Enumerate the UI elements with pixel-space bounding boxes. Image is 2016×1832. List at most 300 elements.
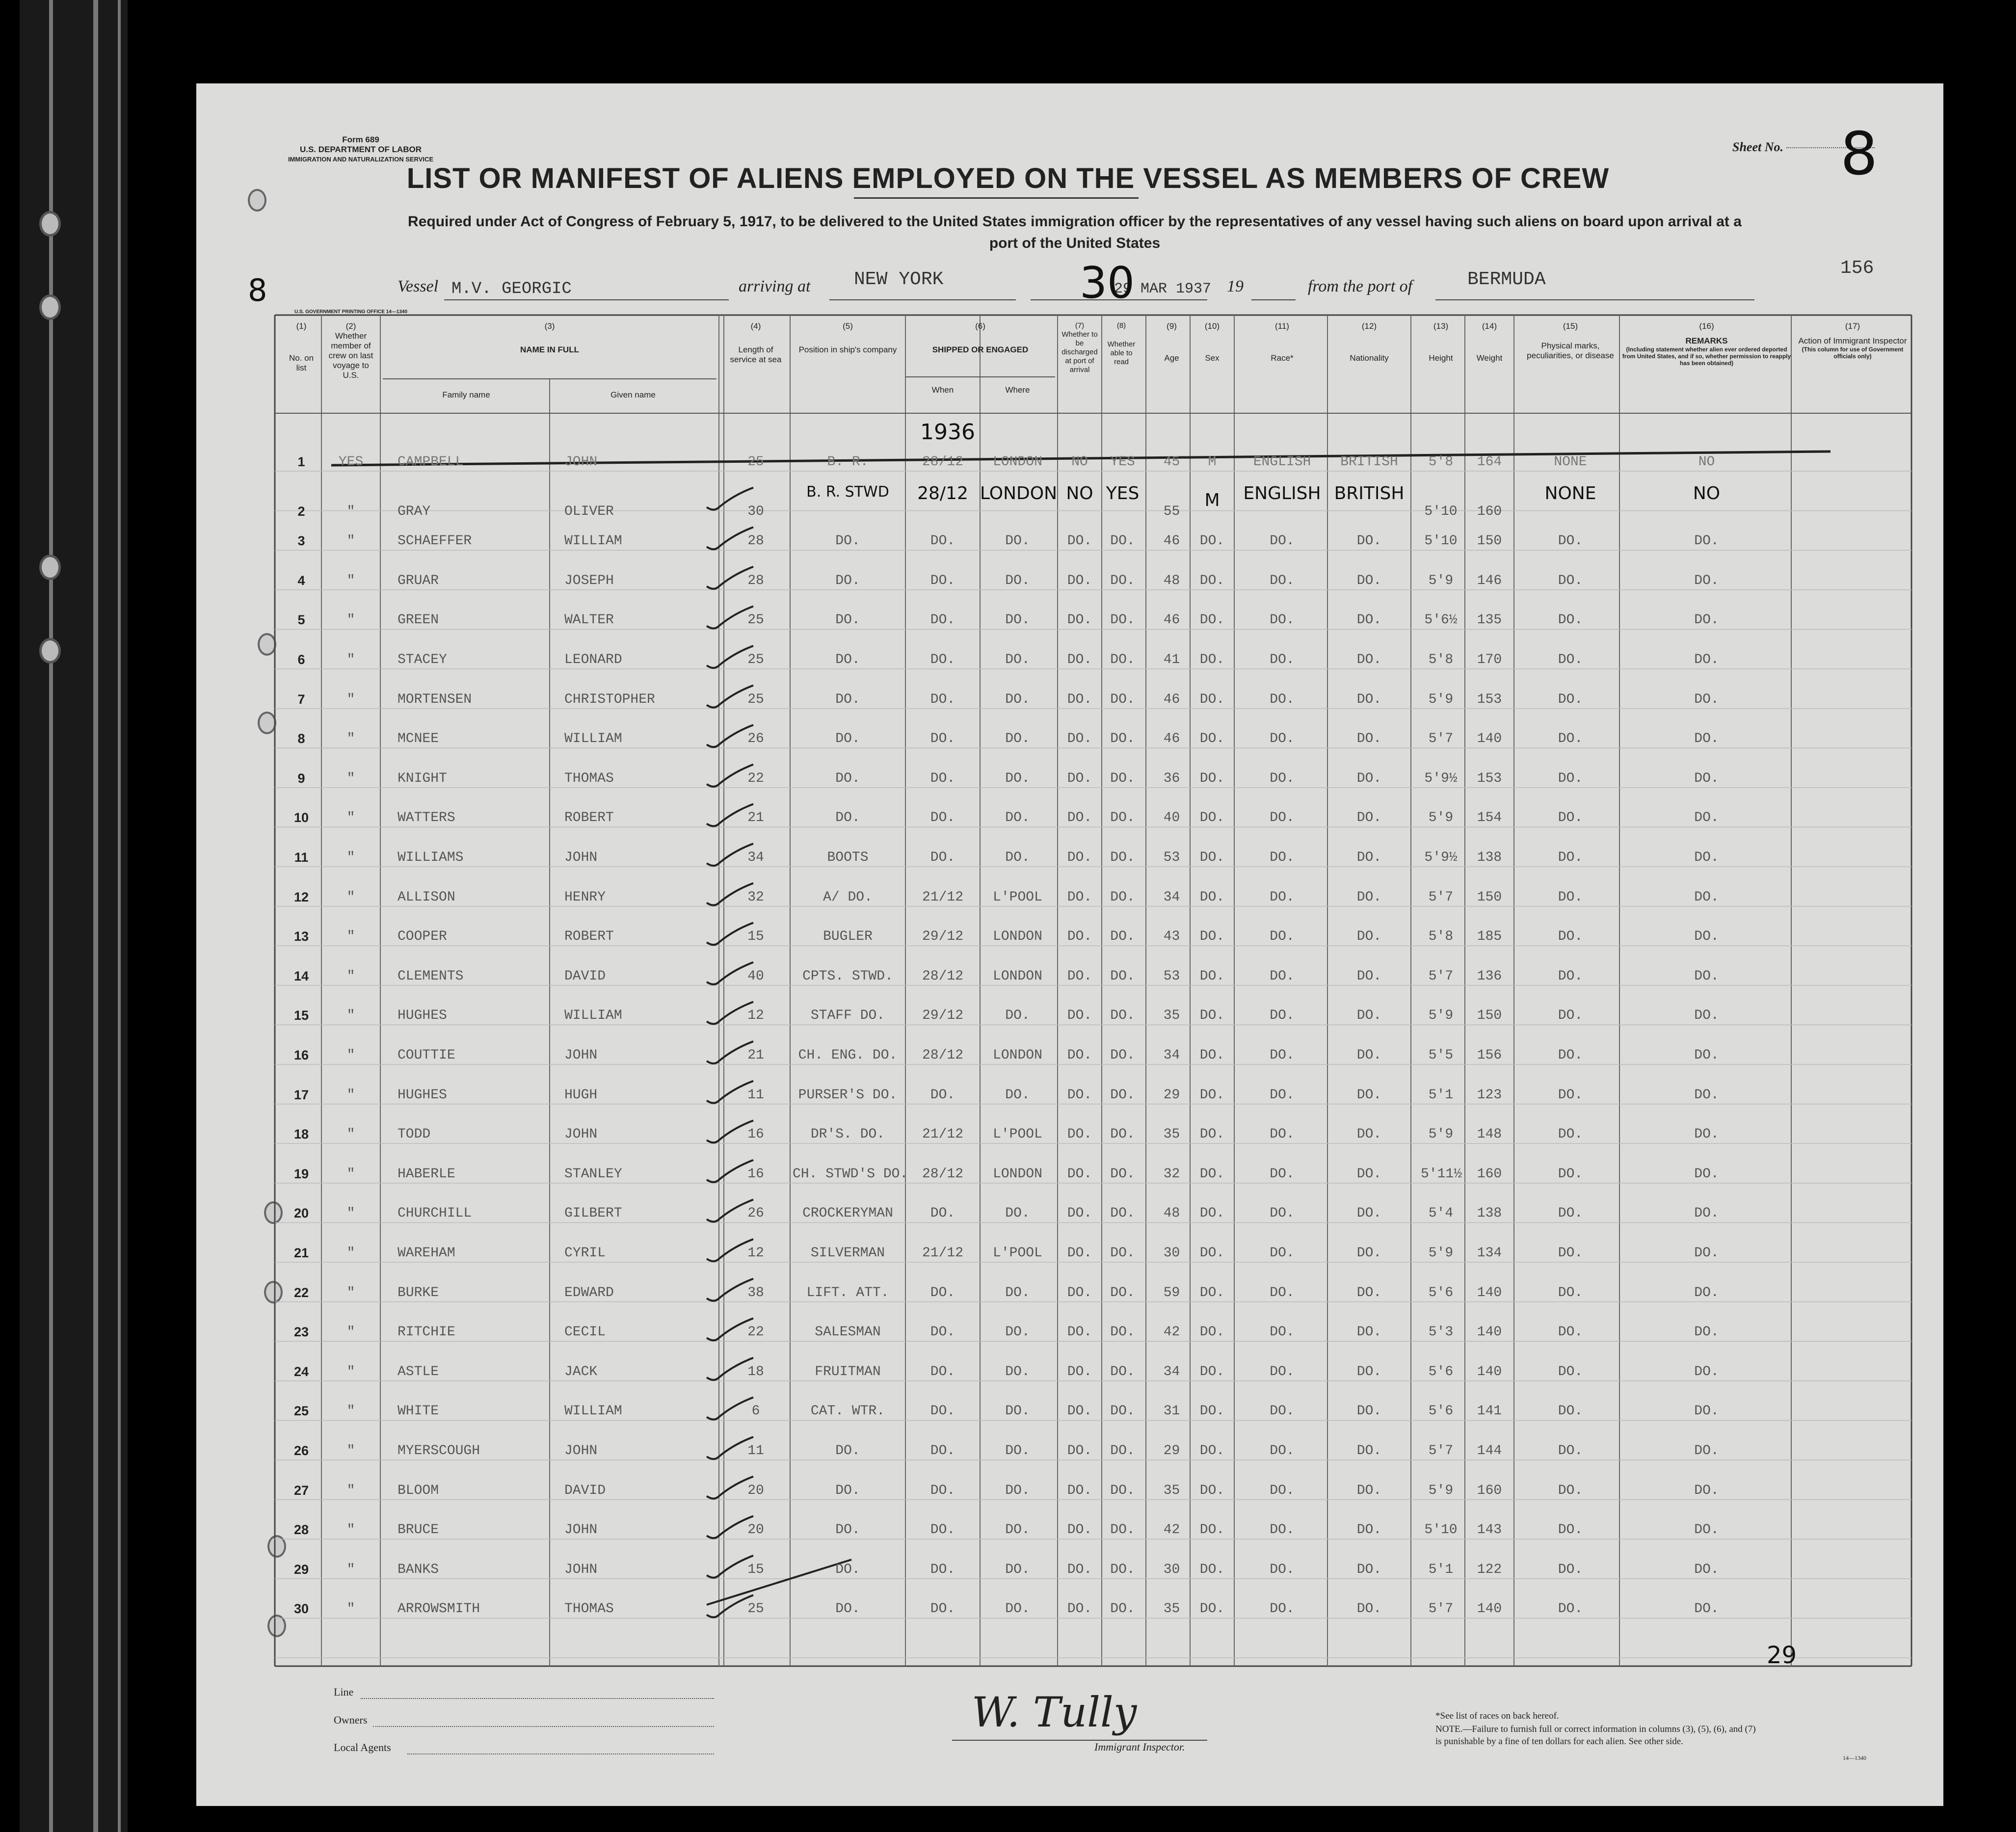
- cell-family: SCHAEFFER: [398, 533, 472, 549]
- cell-family: WILLIAMS: [398, 850, 464, 865]
- col-label: Age: [1164, 353, 1179, 363]
- cell-given: WILLIAM: [564, 533, 622, 549]
- cell-remarks: DO.: [1694, 1285, 1719, 1301]
- col-label: Physical marks, peculiarities, or disease: [1527, 341, 1614, 360]
- cell-sex: DO.: [1199, 1166, 1225, 1182]
- col-num: (17): [1845, 321, 1860, 331]
- cell-height: 5'9: [1428, 1483, 1454, 1498]
- col-16-header: [1622, 321, 1791, 367]
- cell-discharged: DO.: [1067, 929, 1092, 945]
- cell-service: 20: [747, 1522, 764, 1538]
- cell-age: 53: [1163, 850, 1180, 865]
- cell-race: DO.: [1270, 731, 1295, 747]
- department-name: U.S. DEPARTMENT OF LABOR: [299, 145, 422, 154]
- cell-where: DO.: [1005, 770, 1030, 786]
- cell-age: 35: [1163, 1008, 1180, 1024]
- cell-height: 5'9: [1428, 810, 1454, 826]
- cell-age: 36: [1163, 770, 1180, 786]
- cell-family: GRUAR: [398, 573, 439, 588]
- cell-given: HUGH: [564, 1087, 598, 1103]
- cell-service: 22: [747, 770, 764, 786]
- col-num: (1): [296, 321, 307, 331]
- cell-remarks: DO.: [1694, 1127, 1719, 1142]
- cell-race: DO.: [1270, 770, 1295, 786]
- cell-service: 12: [747, 1008, 764, 1024]
- cell-nationality: DO.: [1356, 1325, 1382, 1340]
- cell-discharged: DO.: [1067, 1443, 1092, 1459]
- cell-given: CYRIL: [564, 1246, 606, 1261]
- cell-sex: DO.: [1199, 1325, 1225, 1340]
- cell-position: STAFF DO.: [810, 1008, 885, 1024]
- cell-sex: DO.: [1199, 731, 1225, 747]
- cell-given: JOHN: [564, 1443, 598, 1459]
- col-17-header: [1796, 321, 1909, 360]
- cell-position: BUGLER: [823, 929, 873, 945]
- cell-nationality: DO.: [1356, 770, 1382, 786]
- cell-marks: DO.: [1558, 1008, 1583, 1024]
- col-label: Position in ship's company: [798, 345, 897, 354]
- col-label: Weight: [1476, 353, 1503, 363]
- cell-marks: DO.: [1558, 1285, 1583, 1301]
- cell-discharged: DO.: [1067, 533, 1092, 549]
- cell-when: DO.: [930, 1522, 955, 1538]
- cell-age: 32: [1163, 1166, 1180, 1182]
- cell-given: WILLIAM: [564, 1404, 622, 1419]
- cell-read: DO.: [1110, 1522, 1135, 1538]
- cell-remarks: DO.: [1694, 1246, 1719, 1261]
- cell-height: 5'7: [1428, 1601, 1454, 1617]
- cell-discharged: DO.: [1067, 1601, 1092, 1617]
- cell-when: 28/12: [922, 968, 963, 984]
- cell-no: 13: [293, 929, 309, 944]
- col-1-header: [286, 321, 317, 373]
- cell-discharged: DO.: [1067, 1166, 1092, 1182]
- cell-remarks: DO.: [1694, 691, 1719, 707]
- cell-given: WILLIAM: [564, 731, 622, 747]
- cell-when: DO.: [930, 1443, 955, 1459]
- cell-given: JACK: [564, 1364, 598, 1380]
- col-11-header: [1237, 321, 1327, 363]
- cell-no: 9: [297, 770, 305, 786]
- cell-weight: 134: [1477, 1246, 1502, 1261]
- cell-no: 8: [297, 731, 305, 746]
- cell-prev: ": [346, 810, 355, 826]
- year-annotation: 1936: [920, 420, 975, 445]
- cell-age: 35: [1163, 1483, 1180, 1498]
- cell-when: 28/12: [922, 1048, 963, 1063]
- form-title: LIST OR MANIFEST OF ALIENS EMPLOYED ON THE VESSEL AS MEMBERS OF CREW: [406, 162, 1610, 194]
- cell-family: HUGHES: [398, 1008, 447, 1024]
- cell-position: PURSER'S DO.: [798, 1087, 898, 1103]
- cell-no: 26: [293, 1443, 309, 1458]
- col-num: (6): [975, 321, 985, 331]
- cell-service: 16: [747, 1127, 764, 1142]
- cell-when: 28/12: [922, 454, 963, 470]
- cell-weight: 170: [1477, 652, 1502, 667]
- col-label: Whether to be discharged at port of arrival: [1061, 330, 1098, 374]
- cell-given: JOHN: [564, 1562, 598, 1577]
- cell-given: JOHN: [564, 454, 598, 470]
- cell-height: 5'7: [1428, 731, 1454, 747]
- cell-nationality: DO.: [1356, 573, 1382, 588]
- cell-race: DO.: [1270, 1206, 1295, 1221]
- cell-when: DO.: [930, 810, 955, 826]
- cell-marks: DO.: [1558, 691, 1583, 707]
- cell-marks: DO.: [1558, 770, 1583, 786]
- footnote-races: *See list of races on back hereof.: [1435, 1711, 1559, 1721]
- cell-sex: DO.: [1199, 770, 1225, 786]
- cell-remarks: DO.: [1694, 1048, 1719, 1063]
- cell-family: ASTLE: [398, 1364, 439, 1380]
- cell-marks: DO.: [1558, 1246, 1583, 1261]
- cell-age: 48: [1163, 1206, 1180, 1221]
- cell-given: OLIVER: [564, 504, 614, 519]
- cell-marks: DO.: [1558, 1443, 1583, 1459]
- cell-discharged: DO.: [1067, 850, 1092, 865]
- cell-marks: NONE: [1554, 454, 1587, 470]
- hand-sex: M: [1204, 490, 1220, 510]
- cell-race: DO.: [1270, 652, 1295, 667]
- cell-no: 24: [293, 1364, 309, 1379]
- cell-when: DO.: [930, 1364, 955, 1380]
- hand-where: LONDON: [980, 483, 1058, 504]
- cell-sex: DO.: [1199, 889, 1225, 905]
- cell-height: 5'8: [1428, 929, 1454, 945]
- cell-where: DO.: [1005, 1087, 1030, 1103]
- cell-height: 5'7: [1428, 1443, 1454, 1459]
- cell-nationality: DO.: [1356, 1601, 1382, 1617]
- cell-sex: DO.: [1199, 1364, 1225, 1380]
- cell-age: 46: [1163, 612, 1180, 628]
- cell-height: 5'11½: [1421, 1166, 1462, 1182]
- col-3-header: [383, 321, 716, 355]
- cell-marks: DO.: [1558, 1522, 1583, 1538]
- cell-position: CH. ENG. DO.: [798, 1048, 898, 1063]
- cell-family: CHURCHILL: [398, 1206, 472, 1221]
- cell-where: LONDON: [993, 929, 1042, 945]
- cell-where: DO.: [1005, 1562, 1030, 1577]
- footnote-penalty-1: NOTE.—Failure to furnish full or correct information in columns (3), (5), (6), and (7): [1435, 1724, 1756, 1734]
- cell-height: 5'8: [1428, 652, 1454, 667]
- cell-sex: DO.: [1199, 1562, 1225, 1577]
- cell-prev: ": [346, 691, 355, 707]
- cell-family: ALLISON: [398, 889, 455, 905]
- cell-where: L'POOL: [993, 1246, 1042, 1261]
- cell-family: KNIGHT: [398, 770, 447, 786]
- cell-discharged: DO.: [1067, 691, 1092, 707]
- cell-position: SILVERMAN: [810, 1246, 885, 1261]
- cell-race: DO.: [1270, 929, 1295, 945]
- cell-service: 40: [747, 968, 764, 984]
- cell-service: 12: [747, 1246, 764, 1261]
- cell-discharged: DO.: [1067, 1285, 1092, 1301]
- cell-marks: DO.: [1558, 1483, 1583, 1498]
- cell-weight: 140: [1477, 1601, 1502, 1617]
- cell-nationality: DO.: [1356, 1166, 1382, 1182]
- cell-read: YES: [1110, 454, 1135, 470]
- cell-when: DO.: [930, 1285, 955, 1301]
- cell-discharged: DO.: [1067, 770, 1092, 786]
- owners-label: Owners: [334, 1714, 368, 1726]
- cell-nationality: DO.: [1356, 533, 1382, 549]
- cell-marks: DO.: [1558, 810, 1583, 826]
- cell-prev: ": [346, 889, 355, 905]
- cell-when: 21/12: [922, 1127, 963, 1142]
- cell-sex: DO.: [1199, 573, 1225, 588]
- cell-race: DO.: [1270, 1048, 1295, 1063]
- cell-position: CAT. WTR.: [810, 1404, 885, 1419]
- cell-height: 5'10: [1424, 504, 1458, 519]
- cell-age: 45: [1163, 454, 1180, 470]
- cell-marks: DO.: [1558, 612, 1583, 628]
- cell-marks: DO.: [1558, 652, 1583, 667]
- cell-sex: DO.: [1199, 810, 1225, 826]
- cell-weight: 138: [1477, 1206, 1502, 1221]
- cell-weight: 138: [1477, 850, 1502, 865]
- cell-family: WHITE: [398, 1404, 439, 1419]
- cell-sex: DO.: [1199, 850, 1225, 865]
- col-13-header: [1421, 321, 1461, 363]
- cell-weight: 146: [1477, 573, 1502, 588]
- cell-remarks: DO.: [1694, 652, 1719, 667]
- cell-age: 29: [1163, 1443, 1180, 1459]
- given-name-header: Given name: [610, 390, 656, 399]
- cell-where: DO.: [1005, 652, 1030, 667]
- cell-age: 30: [1163, 1246, 1180, 1261]
- cell-height: 5'10: [1424, 533, 1458, 549]
- cell-sex: DO.: [1199, 1008, 1225, 1024]
- cell-position: DO.: [835, 1443, 860, 1459]
- cell-remarks: DO.: [1694, 968, 1719, 984]
- cell-where: LONDON: [993, 1048, 1042, 1063]
- cell-weight: 185: [1477, 929, 1502, 945]
- cell-position: BOOTS: [827, 850, 869, 865]
- col-label: Whether member of crew on last voyage to U.S.: [328, 331, 373, 380]
- cell-discharged: DO.: [1067, 1562, 1092, 1577]
- cell-height: 5'9: [1428, 1246, 1454, 1261]
- cell-service: 18: [747, 1364, 764, 1380]
- cell-remarks: DO.: [1694, 1404, 1719, 1419]
- cell-given: ROBERT: [564, 810, 614, 826]
- cell-sex: DO.: [1199, 1522, 1225, 1538]
- col-10-header: [1193, 321, 1232, 363]
- cell-where: DO.: [1005, 1008, 1030, 1024]
- cell-age: 34: [1163, 1048, 1180, 1063]
- col-label: No. on list: [289, 353, 314, 372]
- cell-when: DO.: [930, 1562, 955, 1577]
- cell-sex: DO.: [1199, 968, 1225, 984]
- cell-service: 28: [747, 533, 764, 549]
- cell-when: DO.: [930, 1087, 955, 1103]
- cell-service: 21: [747, 810, 764, 826]
- cell-marks: DO.: [1558, 1562, 1583, 1577]
- cell-when: DO.: [930, 612, 955, 628]
- col-num: (7): [1075, 321, 1085, 330]
- cell-no: 30: [293, 1601, 309, 1617]
- cell-height: 5'3: [1428, 1325, 1454, 1340]
- cell-discharged: DO.: [1067, 968, 1092, 984]
- cell-discharged: DO.: [1067, 1087, 1092, 1103]
- col-4-header: [726, 321, 785, 365]
- hand-remarks: NO: [1693, 483, 1721, 504]
- cell-where: DO.: [1005, 573, 1030, 588]
- cell-remarks: DO.: [1694, 929, 1719, 945]
- col-label: Action of Immigrant Inspector: [1798, 336, 1907, 345]
- cell-nationality: DO.: [1356, 1562, 1382, 1577]
- cell-no: 1: [297, 454, 305, 469]
- cell-prev: ": [346, 731, 355, 747]
- cell-discharged: DO.: [1067, 1325, 1092, 1340]
- cell-race: DO.: [1270, 968, 1295, 984]
- col-12-header: [1330, 321, 1408, 363]
- cell-marks: DO.: [1558, 1364, 1583, 1380]
- cell-nationality: DO.: [1356, 929, 1382, 945]
- cell-discharged: DO.: [1067, 731, 1092, 747]
- cell-given: THOMAS: [564, 1601, 614, 1617]
- col-num: (11): [1275, 321, 1289, 331]
- cell-when: 28/12: [922, 1166, 963, 1182]
- cell-weight: 140: [1477, 1325, 1502, 1340]
- vessel-name: M.V. GEORGIC: [451, 280, 572, 298]
- cell-prev: ": [346, 1127, 355, 1142]
- cell-age: 46: [1163, 691, 1180, 707]
- cell-sex: DO.: [1199, 1404, 1225, 1419]
- cell-given: WALTER: [564, 612, 614, 628]
- cell-position: FRUITMAN: [815, 1364, 881, 1380]
- cell-read: DO.: [1110, 770, 1135, 786]
- cell-position: DO.: [835, 1562, 860, 1577]
- cell-when: 29/12: [922, 1008, 963, 1024]
- where-header: Where: [1005, 385, 1030, 395]
- cell-height: 5'10: [1424, 1522, 1458, 1538]
- cell-marks: DO.: [1558, 573, 1583, 588]
- cell-read: DO.: [1110, 968, 1135, 984]
- cell-height: 5'9: [1428, 691, 1454, 707]
- cell-discharged: DO.: [1067, 810, 1092, 826]
- cell-weight: 122: [1477, 1562, 1502, 1577]
- cell-remarks: DO.: [1694, 533, 1719, 549]
- cell-sex: DO.: [1199, 612, 1225, 628]
- hand-when: 28/12: [917, 483, 968, 504]
- cell-service: 11: [747, 1443, 764, 1459]
- cell-position: A/ DO.: [823, 889, 873, 905]
- cell-nationality: DO.: [1356, 1364, 1382, 1380]
- cell-where: DO.: [1005, 612, 1030, 628]
- service-name: IMMIGRATION AND NATURALIZATION SERVICE: [288, 156, 434, 163]
- cell-weight: 140: [1477, 731, 1502, 747]
- cell-weight: 148: [1477, 1127, 1502, 1142]
- cell-no: 20: [293, 1206, 309, 1221]
- footnote-penalty-2: is punishable by a fine of ten dollars for each alien. See other side.: [1435, 1736, 1683, 1747]
- cell-service: 25: [747, 652, 764, 667]
- arriving-port: NEW YORK: [854, 269, 944, 290]
- cell-discharged: DO.: [1067, 1127, 1092, 1142]
- form-number: Form 689: [342, 135, 379, 144]
- cell-sex: DO.: [1199, 1483, 1225, 1498]
- cell-nationality: DO.: [1356, 691, 1382, 707]
- cell-when: 29/12: [922, 929, 963, 945]
- cell-prev: ": [346, 504, 355, 519]
- cell-height: 5'6: [1428, 1404, 1454, 1419]
- cell-family: BANKS: [398, 1562, 439, 1577]
- cell-marks: DO.: [1558, 929, 1583, 945]
- cell-prev: ": [346, 533, 355, 549]
- cell-read: DO.: [1110, 1325, 1135, 1340]
- cell-where: LONDON: [993, 1166, 1042, 1182]
- cell-read: DO.: [1110, 1443, 1135, 1459]
- cell-read: DO.: [1110, 573, 1135, 588]
- cell-weight: 160: [1477, 1483, 1502, 1498]
- cell-read: DO.: [1110, 929, 1135, 945]
- cell-marks: DO.: [1558, 1601, 1583, 1617]
- cell-where: L'POOL: [993, 889, 1042, 905]
- cell-given: CECIL: [564, 1325, 606, 1340]
- cell-family: WAREHAM: [398, 1246, 455, 1261]
- cell-read: DO.: [1110, 1166, 1135, 1182]
- cell-family: HUGHES: [398, 1087, 447, 1103]
- cell-read: DO.: [1110, 731, 1135, 747]
- cell-no: 10: [293, 810, 309, 825]
- cell-marks: DO.: [1558, 1206, 1583, 1221]
- cell-where: DO.: [1005, 1206, 1030, 1221]
- sheet-number: 8: [1840, 120, 1878, 188]
- cell-prev: ": [346, 929, 355, 945]
- cell-given: WILLIAM: [564, 1008, 622, 1024]
- cell-when: DO.: [930, 1483, 955, 1498]
- cell-sex: M: [1208, 454, 1217, 470]
- cell-race: DO.: [1270, 1601, 1295, 1617]
- cell-family: GRAY: [398, 504, 431, 519]
- cell-prev: ": [346, 1087, 355, 1103]
- cell-no: 29: [293, 1562, 309, 1577]
- cell-sex: DO.: [1199, 1443, 1225, 1459]
- cell-race: DO.: [1270, 1008, 1295, 1024]
- cell-remarks: DO.: [1694, 1522, 1719, 1538]
- cell-read: DO.: [1110, 612, 1135, 628]
- cell-prev: ": [346, 1443, 355, 1459]
- inspector-signature: W. Tully: [972, 1688, 1137, 1736]
- cell-no: 11: [294, 850, 309, 865]
- sheet-label: Sheet No.: [1732, 140, 1783, 154]
- cell-nationality: DO.: [1356, 1285, 1382, 1301]
- corner-form-mark: 14—1340: [1843, 1754, 1866, 1761]
- cell-height: 5'1: [1428, 1087, 1454, 1103]
- cell-marks: DO.: [1558, 1127, 1583, 1142]
- cell-remarks: NO: [1698, 454, 1715, 470]
- cell-when: DO.: [930, 573, 955, 588]
- cell-race: DO.: [1270, 533, 1295, 549]
- cell-where: DO.: [1005, 1285, 1030, 1301]
- cell-nationality: DO.: [1356, 1246, 1382, 1261]
- count-mark: 29: [1767, 1642, 1797, 1669]
- cell-sex: DO.: [1199, 1206, 1225, 1221]
- cell-prev: ": [346, 1364, 355, 1380]
- cell-no: 25: [293, 1404, 309, 1419]
- cell-position: B. R.: [827, 454, 869, 470]
- cell-given: JOHN: [564, 1048, 598, 1063]
- cell-given: JOHN: [564, 1127, 598, 1142]
- cell-prev: ": [346, 1601, 355, 1617]
- cell-read: DO.: [1110, 691, 1135, 707]
- cell-sex: DO.: [1199, 1285, 1225, 1301]
- cell-read: DO.: [1110, 810, 1135, 826]
- arrival-date: 29 MAR 1937: [1114, 281, 1212, 297]
- cell-position: DR'S. DO.: [810, 1127, 885, 1142]
- hand-read: YES: [1106, 483, 1140, 504]
- cell-position: DO.: [835, 731, 860, 747]
- cell-no: 14: [293, 968, 309, 983]
- col-15-header: [1521, 321, 1619, 361]
